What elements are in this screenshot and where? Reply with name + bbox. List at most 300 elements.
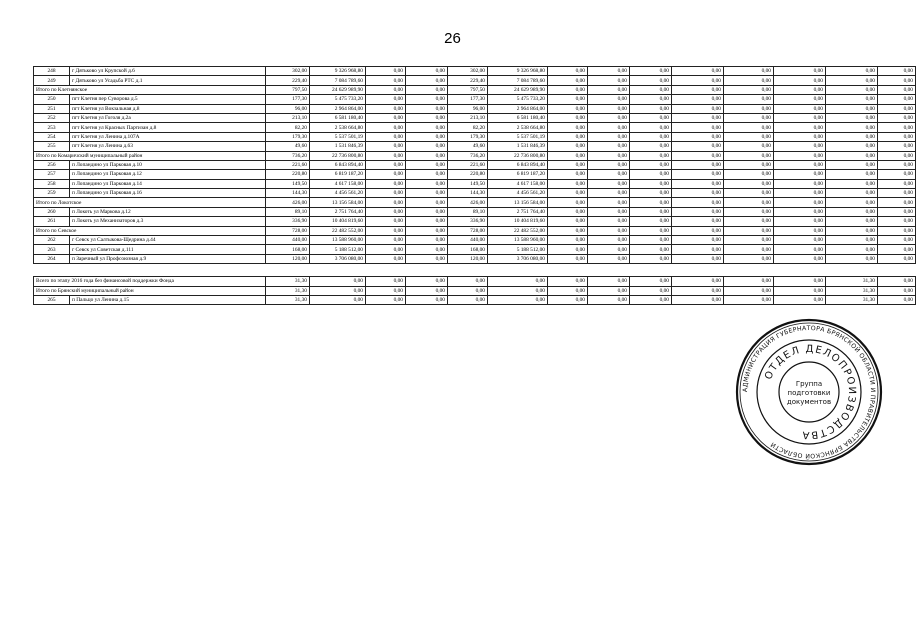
value-cell: 0,00 — [630, 245, 672, 254]
value-cell: 0,00 — [724, 295, 774, 304]
value-cell: 120,00 — [448, 254, 488, 263]
value-cell: 5 188 512,00 — [488, 245, 548, 254]
value-cell: 22 736 800,80 — [310, 151, 366, 160]
value-cell: 0,00 — [826, 207, 878, 216]
value-cell: 0,00 — [366, 179, 406, 188]
value-cell: 728,00 — [448, 226, 488, 235]
value-cell: 0,00 — [366, 226, 406, 235]
value-cell: 168,00 — [266, 245, 310, 254]
value-cell: 1 531 846,39 — [310, 142, 366, 151]
value-cell: 0,00 — [548, 85, 588, 94]
value-cell: 0,00 — [488, 286, 548, 295]
value-cell: 0,00 — [406, 113, 448, 122]
value-cell: 0,00 — [366, 151, 406, 160]
value-cell: 0,00 — [724, 198, 774, 207]
value-cell: 0,00 — [630, 286, 672, 295]
total-label-cell: Итого по Клетнянское — [34, 85, 266, 94]
value-cell: 0,00 — [878, 179, 916, 188]
total-row — [34, 277, 916, 286]
value-cell: 0,00 — [672, 142, 724, 151]
value-cell: 0,00 — [588, 160, 630, 169]
value-cell: 6 581 180,40 — [488, 113, 548, 122]
value-cell: 0,00 — [548, 67, 588, 76]
value-cell: 0,00 — [310, 277, 366, 286]
value-cell: 0,00 — [672, 254, 724, 263]
total-row — [34, 286, 916, 295]
value-cell: 0,00 — [548, 217, 588, 226]
value-cell: 0,00 — [366, 113, 406, 122]
table-row — [34, 295, 916, 304]
value-cell: 0,00 — [672, 151, 724, 160]
value-cell: 0,00 — [548, 189, 588, 198]
value-cell: 0,00 — [672, 245, 724, 254]
value-cell: 0,00 — [724, 179, 774, 188]
value-cell: 177,30 — [266, 95, 310, 104]
value-cell: 168,00 — [448, 245, 488, 254]
value-cell: 0,00 — [878, 226, 916, 235]
value-cell: 0,00 — [724, 113, 774, 122]
value-cell: 0,00 — [548, 295, 588, 304]
department-stamp — [734, 317, 884, 467]
value-cell: 0,00 — [724, 254, 774, 263]
value-cell: 3 706 080,00 — [488, 254, 548, 263]
value-cell: 0,00 — [406, 123, 448, 132]
value-cell: 0,00 — [548, 198, 588, 207]
value-cell: 302,00 — [448, 67, 488, 76]
row-number-cell: 264 — [34, 254, 70, 263]
value-cell: 0,00 — [774, 142, 826, 151]
value-cell: 0,00 — [366, 189, 406, 198]
value-cell: 0,00 — [548, 277, 588, 286]
value-cell: 0,00 — [588, 151, 630, 160]
value-cell: 2 751 764,40 — [488, 207, 548, 216]
value-cell: 0,00 — [826, 217, 878, 226]
value-cell: 31,30 — [826, 295, 878, 304]
stamp-inner-text: ОТДЕЛ ДЕЛОПРОИЗВОДСТВА — [763, 343, 858, 441]
value-cell: 0,00 — [406, 254, 448, 263]
table-row — [34, 245, 916, 254]
value-cell: 0,00 — [366, 217, 406, 226]
value-cell: 0,00 — [672, 160, 724, 169]
value-cell: 0,00 — [548, 132, 588, 141]
value-cell: 0,00 — [548, 160, 588, 169]
value-cell: 177,30 — [448, 95, 488, 104]
address-cell: пгт Клетня ул Красных Партизан д.8 — [70, 123, 266, 132]
value-cell: 0,00 — [406, 226, 448, 235]
address-cell: п Пальцо ул Ленина д.15 — [70, 295, 266, 304]
value-cell: 0,00 — [588, 207, 630, 216]
address-cell: п Локоть ул Маркова д.12 — [70, 207, 266, 216]
value-cell: 0,00 — [774, 236, 826, 245]
value-cell: 31,30 — [826, 277, 878, 286]
value-cell: 736,20 — [448, 151, 488, 160]
value-cell: 0,00 — [878, 151, 916, 160]
value-cell: 4 617 158,00 — [310, 179, 366, 188]
value-cell: 0,00 — [878, 245, 916, 254]
value-cell: 0,00 — [724, 170, 774, 179]
value-cell: 0,00 — [774, 286, 826, 295]
row-number-cell: 248 — [34, 67, 70, 76]
value-cell: 0,00 — [826, 123, 878, 132]
value-cell: 0,00 — [878, 198, 916, 207]
row-number-cell: 257 — [34, 170, 70, 179]
value-cell: 0,00 — [630, 217, 672, 226]
row-number-cell: 259 — [34, 189, 70, 198]
value-cell: 0,00 — [548, 170, 588, 179]
value-cell: 0,00 — [774, 277, 826, 286]
stamp-outer-text: АДМИНИСТРАЦИЯ ГУБЕРНАТОРА БРЯНСКОЙ ОБЛАСТИ И ПРАВИТЕЛЬСТВА БРЯНСКОЙ ОБЛАСТИ — [741, 324, 877, 460]
row-number-cell: 258 — [34, 179, 70, 188]
value-cell: 0,00 — [406, 198, 448, 207]
row-number-cell: 262 — [34, 236, 70, 245]
value-cell: 0,00 — [878, 236, 916, 245]
value-cell: 0,00 — [878, 85, 916, 94]
table-row — [34, 189, 916, 198]
row-number-cell: 260 — [34, 207, 70, 216]
value-cell: 0,00 — [588, 277, 630, 286]
address-cell: г Дятьково ул Усадьба РТС д.1 — [70, 76, 266, 85]
value-cell: 0,00 — [630, 151, 672, 160]
value-cell: 0,00 — [774, 132, 826, 141]
value-cell: 7 084 789,60 — [310, 76, 366, 85]
address-cell: п Лопандино ул Парковая д.16 — [70, 189, 266, 198]
address-cell: пгт Клетня пер Суворова д.5 — [70, 95, 266, 104]
value-cell: 0,00 — [774, 198, 826, 207]
value-cell: 0,00 — [548, 245, 588, 254]
value-cell: 2 964 864,00 — [488, 104, 548, 113]
value-cell: 0,00 — [630, 67, 672, 76]
value-cell: 144,30 — [266, 189, 310, 198]
value-cell: 0,00 — [724, 217, 774, 226]
value-cell: 0,00 — [588, 67, 630, 76]
value-cell: 6 843 894,40 — [488, 160, 548, 169]
table-body — [34, 67, 916, 305]
value-cell: 0,00 — [548, 76, 588, 85]
value-cell: 0,00 — [630, 160, 672, 169]
value-cell: 0,00 — [548, 226, 588, 235]
value-cell: 4 617 158,00 — [488, 179, 548, 188]
value-cell: 0,00 — [366, 245, 406, 254]
value-cell: 0,00 — [672, 76, 724, 85]
value-cell: 0,00 — [588, 254, 630, 263]
value-cell: 0,00 — [672, 226, 724, 235]
value-cell: 22 482 552,00 — [488, 226, 548, 235]
value-cell: 31,30 — [826, 286, 878, 295]
row-number-cell: 252 — [34, 113, 70, 122]
row-number-cell: 250 — [34, 95, 70, 104]
value-cell: 0,00 — [724, 142, 774, 151]
value-cell: 0,00 — [826, 236, 878, 245]
value-cell: 31,30 — [266, 286, 310, 295]
value-cell: 0,00 — [774, 189, 826, 198]
value-cell: 2 964 864,00 — [310, 104, 366, 113]
value-cell: 0,00 — [774, 179, 826, 188]
value-cell: 0,00 — [774, 226, 826, 235]
value-cell: 0,00 — [548, 254, 588, 263]
value-cell: 0,00 — [774, 95, 826, 104]
value-cell: 220,80 — [266, 170, 310, 179]
value-cell: 0,00 — [672, 123, 724, 132]
value-cell: 0,00 — [672, 104, 724, 113]
value-cell: 0,00 — [672, 277, 724, 286]
value-cell: 49,60 — [448, 142, 488, 151]
value-cell: 440,00 — [266, 236, 310, 245]
value-cell: 0,00 — [366, 170, 406, 179]
value-cell: 0,00 — [774, 254, 826, 263]
value-cell: 2 751 764,40 — [310, 207, 366, 216]
value-cell: 0,00 — [366, 76, 406, 85]
value-cell: 0,00 — [672, 217, 724, 226]
value-cell: 0,00 — [448, 295, 488, 304]
value-cell: 0,00 — [406, 151, 448, 160]
value-cell: 0,00 — [488, 277, 548, 286]
row-number-cell: 255 — [34, 142, 70, 151]
value-cell: 220,80 — [448, 170, 488, 179]
value-cell: 0,00 — [672, 189, 724, 198]
value-cell: 0,00 — [548, 113, 588, 122]
value-cell: 0,00 — [366, 277, 406, 286]
value-cell: 0,00 — [878, 286, 916, 295]
value-cell: 6 819 187,20 — [488, 170, 548, 179]
address-cell: п Заречный ул Профсоюзная д.9 — [70, 254, 266, 263]
value-cell: 0,00 — [588, 245, 630, 254]
address-cell: пгт Клетня ул Вокзальная д.8 — [70, 104, 266, 113]
value-cell: 0,00 — [406, 132, 448, 141]
value-cell: 0,00 — [630, 104, 672, 113]
value-cell: 5 475 733,20 — [488, 95, 548, 104]
value-cell: 179,30 — [448, 132, 488, 141]
value-cell: 13 588 960,00 — [310, 236, 366, 245]
value-cell: 6 819 187,20 — [310, 170, 366, 179]
value-cell: 0,00 — [630, 123, 672, 132]
table-row — [34, 104, 916, 113]
total-row — [34, 85, 916, 94]
value-cell: 0,00 — [588, 217, 630, 226]
value-cell: 0,00 — [724, 95, 774, 104]
value-cell: 0,00 — [366, 207, 406, 216]
value-cell: 0,00 — [724, 160, 774, 169]
value-cell: 0,00 — [826, 85, 878, 94]
value-cell: 0,00 — [406, 295, 448, 304]
value-cell: 0,00 — [724, 123, 774, 132]
value-cell: 4 456 561,20 — [488, 189, 548, 198]
value-cell: 0,00 — [406, 236, 448, 245]
value-cell: 0,00 — [548, 151, 588, 160]
value-cell: 0,00 — [774, 207, 826, 216]
value-cell: 0,00 — [826, 179, 878, 188]
value-cell: 0,00 — [630, 142, 672, 151]
blank-row — [34, 264, 916, 277]
table-row — [34, 113, 916, 122]
address-cell: п Лопандино ул Парковая д.14 — [70, 179, 266, 188]
value-cell: 13 588 960,00 — [488, 236, 548, 245]
address-cell: пгт Клетня ул Ленина д.107А — [70, 132, 266, 141]
value-cell: 0,00 — [406, 85, 448, 94]
value-cell: 0,00 — [774, 245, 826, 254]
address-cell: пгт Клетня ул Ленина д.63 — [70, 142, 266, 151]
value-cell: 0,00 — [406, 207, 448, 216]
value-cell: 0,00 — [630, 95, 672, 104]
value-cell: 0,00 — [588, 113, 630, 122]
total-row — [34, 226, 916, 235]
value-cell: 10 404 819,60 — [488, 217, 548, 226]
value-cell: 0,00 — [878, 123, 916, 132]
row-number-cell: 261 — [34, 217, 70, 226]
table-row — [34, 170, 916, 179]
value-cell: 0,00 — [630, 170, 672, 179]
value-cell: 0,00 — [724, 245, 774, 254]
value-cell: 0,00 — [548, 123, 588, 132]
row-number-cell: 254 — [34, 132, 70, 141]
value-cell: 0,00 — [588, 132, 630, 141]
value-cell: 0,00 — [672, 198, 724, 207]
row-number-cell: 263 — [34, 245, 70, 254]
value-cell: 5 537 501,19 — [310, 132, 366, 141]
value-cell: 0,00 — [878, 217, 916, 226]
total-label-cell: Итого по Севское — [34, 226, 266, 235]
total-label-cell: Итого по Локотское — [34, 198, 266, 207]
table-row — [34, 160, 916, 169]
address-cell: п Лопандино ул Парковая д.10 — [70, 160, 266, 169]
total-label-cell: Итого по Брянский муниципальный район — [34, 286, 266, 295]
value-cell: 0,00 — [366, 198, 406, 207]
value-cell: 221,60 — [448, 160, 488, 169]
value-cell: 0,00 — [548, 286, 588, 295]
total-label-cell: Всего по этапу 2016 года без финансовой поддержки Фонда — [34, 277, 266, 286]
total-row — [34, 198, 916, 207]
value-cell: 0,00 — [406, 67, 448, 76]
value-cell: 0,00 — [774, 170, 826, 179]
value-cell: 5 475 733,20 — [310, 95, 366, 104]
value-cell: 0,00 — [774, 295, 826, 304]
table-row — [34, 95, 916, 104]
value-cell: 728,00 — [266, 226, 310, 235]
value-cell: 0,00 — [588, 226, 630, 235]
value-cell: 0,00 — [826, 151, 878, 160]
value-cell: 0,00 — [878, 95, 916, 104]
value-cell: 0,00 — [406, 277, 448, 286]
value-cell: 0,00 — [548, 142, 588, 151]
value-cell: 0,00 — [672, 132, 724, 141]
value-cell: 0,00 — [878, 132, 916, 141]
value-cell: 0,00 — [548, 104, 588, 113]
value-cell: 0,00 — [672, 170, 724, 179]
value-cell: 221,60 — [266, 160, 310, 169]
value-cell: 213,10 — [448, 113, 488, 122]
value-cell: 0,00 — [724, 132, 774, 141]
value-cell: 6 843 894,40 — [310, 160, 366, 169]
value-cell: 0,00 — [878, 189, 916, 198]
value-cell: 0,00 — [878, 67, 916, 76]
value-cell: 0,00 — [672, 295, 724, 304]
value-cell: 0,00 — [548, 179, 588, 188]
value-cell: 89,10 — [448, 207, 488, 216]
value-cell: 0,00 — [724, 104, 774, 113]
value-cell: 82,20 — [448, 123, 488, 132]
value-cell: 440,00 — [448, 236, 488, 245]
value-cell: 7 084 789,60 — [488, 76, 548, 85]
table-row — [34, 179, 916, 188]
housing-table — [33, 66, 916, 305]
value-cell: 149,50 — [448, 179, 488, 188]
table-row — [34, 207, 916, 216]
value-cell: 0,00 — [406, 189, 448, 198]
value-cell: 0,00 — [774, 113, 826, 122]
value-cell: 179,30 — [266, 132, 310, 141]
value-cell: 0,00 — [724, 277, 774, 286]
value-cell: 0,00 — [878, 113, 916, 122]
table-row — [34, 236, 916, 245]
value-cell: 0,00 — [774, 76, 826, 85]
value-cell: 144,30 — [448, 189, 488, 198]
value-cell: 13 156 584,00 — [488, 198, 548, 207]
value-cell: 0,00 — [672, 207, 724, 216]
value-cell: 9 326 968,80 — [488, 67, 548, 76]
value-cell: 0,00 — [630, 277, 672, 286]
value-cell: 0,00 — [826, 245, 878, 254]
value-cell: 82,20 — [266, 123, 310, 132]
value-cell: 0,00 — [588, 170, 630, 179]
value-cell: 0,00 — [826, 95, 878, 104]
stamp-center-line-2: подготовки — [787, 389, 831, 397]
table-row — [34, 123, 916, 132]
value-cell: 0,00 — [826, 76, 878, 85]
value-cell: 0,00 — [878, 254, 916, 263]
value-cell: 0,00 — [406, 104, 448, 113]
value-cell: 0,00 — [548, 207, 588, 216]
value-cell: 0,00 — [826, 189, 878, 198]
value-cell: 0,00 — [406, 95, 448, 104]
value-cell: 0,00 — [724, 207, 774, 216]
value-cell: 0,00 — [630, 226, 672, 235]
value-cell: 0,00 — [588, 123, 630, 132]
value-cell: 5 188 512,00 — [310, 245, 366, 254]
value-cell: 0,00 — [878, 207, 916, 216]
value-cell: 0,00 — [588, 104, 630, 113]
row-number-cell: 249 — [34, 76, 70, 85]
value-cell: 0,00 — [406, 286, 448, 295]
value-cell: 0,00 — [406, 217, 448, 226]
value-cell: 0,00 — [548, 236, 588, 245]
value-cell: 0,00 — [588, 76, 630, 85]
value-cell: 0,00 — [878, 104, 916, 113]
value-cell: 0,00 — [774, 104, 826, 113]
value-cell: 0,00 — [724, 286, 774, 295]
value-cell: 2 538 664,80 — [310, 123, 366, 132]
value-cell: 0,00 — [878, 142, 916, 151]
value-cell: 0,00 — [588, 198, 630, 207]
value-cell: 0,00 — [588, 236, 630, 245]
value-cell: 797,50 — [448, 85, 488, 94]
value-cell: 0,00 — [724, 67, 774, 76]
row-number-cell: 253 — [34, 123, 70, 132]
value-cell: 13 156 584,00 — [310, 198, 366, 207]
value-cell: 0,00 — [724, 76, 774, 85]
value-cell: 0,00 — [548, 95, 588, 104]
value-cell: 24 629 989,90 — [488, 85, 548, 94]
value-cell: 0,00 — [672, 236, 724, 245]
value-cell: 0,00 — [724, 85, 774, 94]
row-number-cell: 265 — [34, 295, 70, 304]
value-cell: 0,00 — [366, 142, 406, 151]
address-cell: пгт Клетня ул Гоголя д.2а — [70, 113, 266, 122]
value-cell: 0,00 — [826, 160, 878, 169]
value-cell: 0,00 — [672, 179, 724, 188]
row-number-cell: 256 — [34, 160, 70, 169]
address-cell: п Лопандино ул Парковая д.12 — [70, 170, 266, 179]
value-cell: 1 531 846,39 — [488, 142, 548, 151]
value-cell: 96,00 — [266, 104, 310, 113]
